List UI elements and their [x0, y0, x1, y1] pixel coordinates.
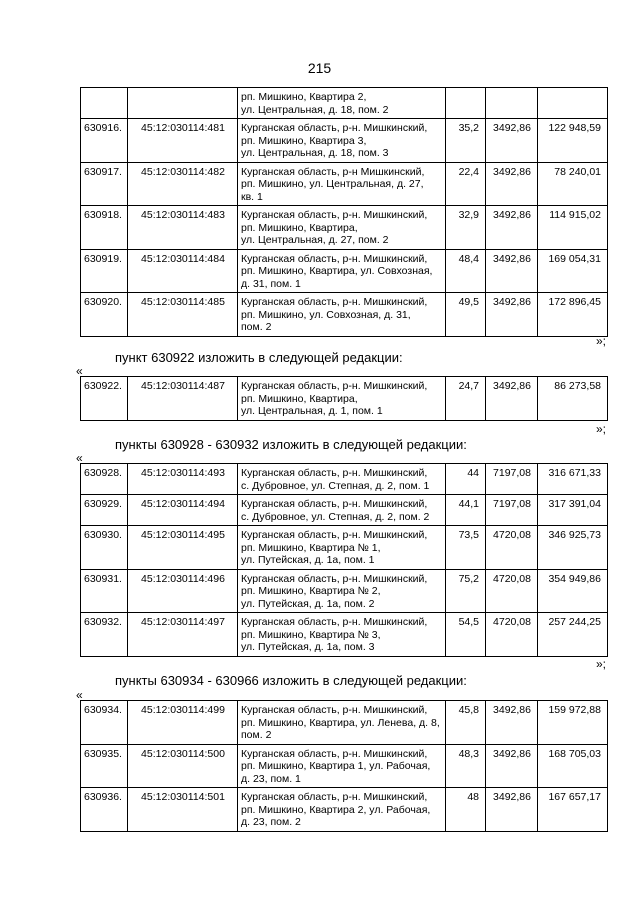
address-line: ул. Центральная, д. 18, пом. 3: [241, 147, 389, 159]
cadastral-cell: 45:12:030114:501: [128, 788, 238, 832]
price-cell: [486, 88, 538, 119]
num-cell: 630928.: [81, 464, 128, 495]
table-row: [81, 206, 608, 250]
address-line: ул. Центральная, д. 1, пом. 1: [241, 405, 383, 417]
address-line: Курганская область, р-н. Мишкинский,: [241, 252, 428, 265]
price-cell: 3492,86: [486, 377, 538, 421]
price-cell: 3492,86: [486, 206, 538, 250]
area-cell: 22,4: [446, 162, 486, 206]
table-row: [81, 744, 608, 788]
address-line: рп. Мишкино, Квартира, ул. Совхозная,: [241, 265, 433, 277]
price-cell: 3492,86: [486, 788, 538, 832]
registry-table-3: [80, 463, 608, 657]
address-line: рп. Мишкино, Квартира 2, ул. Рабочая,: [241, 803, 431, 816]
address-line: Курганская область, р-н. Мишкинский,: [241, 791, 428, 803]
address-cell: [238, 701, 446, 745]
address-line: д. 31, пом. 1: [241, 277, 301, 290]
address-cell: [238, 788, 446, 832]
address-cell: [238, 206, 446, 250]
num-cell: 630930.: [81, 526, 128, 570]
cost-cell: [538, 88, 608, 119]
table-row: [81, 162, 608, 206]
cadastral-cell: 45:12:030114:483: [128, 206, 238, 250]
num-cell: 630932.: [81, 613, 128, 657]
cadastral-cell: 45:12:030114:493: [128, 464, 238, 495]
area-cell: 73,5: [446, 526, 486, 570]
address-line: Курганская область, р-н. Мишкинский,: [241, 209, 428, 221]
num-cell: 630919.: [81, 249, 128, 293]
address-line: ул. Путейская, д. 1а, пом. 1: [241, 554, 375, 566]
area-cell: 44: [446, 464, 486, 495]
address-line: рп. Мишкино, Квартира № 1,: [241, 541, 381, 554]
cost-cell: 317 391,04: [538, 495, 608, 526]
registry-table-2: [80, 376, 608, 421]
address-cell: [238, 119, 446, 163]
cost-cell: 86 273,58: [538, 377, 608, 421]
address-line: рп. Мишкино, Квартира № 2,: [241, 585, 381, 597]
address-line: ул. Путейская, д. 1а, пом. 3: [241, 641, 375, 653]
price-cell: 7197,08: [486, 495, 538, 526]
num-cell: 630916.: [81, 119, 128, 163]
num-cell: 630918.: [81, 206, 128, 250]
cost-cell: 316 671,33: [538, 464, 608, 495]
address-line: Курганская область, р-н. Мишкинский,: [241, 572, 428, 585]
num-cell: [81, 88, 128, 119]
price-cell: 3492,86: [486, 119, 538, 163]
address-line: д. 23, пом. 1: [241, 772, 301, 785]
area-cell: 54,5: [446, 613, 486, 657]
num-cell: 630935.: [81, 744, 128, 788]
address-line: ул. Путейская, д. 1а, пом. 2: [241, 597, 375, 610]
cadastral-cell: 45:12:030114:494: [128, 495, 238, 526]
address-line: Курганская область, р-н. Мишкинский,: [241, 704, 428, 716]
cadastral-cell: 45:12:030114:495: [128, 526, 238, 570]
cost-cell: 172 896,45: [538, 293, 608, 337]
address-cell: [238, 464, 446, 495]
address-line: рп. Мишкино, Квартира,: [241, 392, 358, 405]
address-line: рп. Мишкино, ул. Совхозная, д. 31,: [241, 308, 411, 321]
address-cell: [238, 249, 446, 293]
price-cell: 4720,08: [486, 569, 538, 613]
price-cell: 4720,08: [486, 613, 538, 657]
address-line: рп. Мишкино, Квартира № 3,: [241, 628, 381, 641]
address-line: Курганская область, р-н. Мишкинский,: [241, 467, 428, 479]
address-line: рп. Мишкино, Квартира,: [241, 221, 358, 234]
price-cell: 3492,86: [486, 701, 538, 745]
table-row: [81, 377, 608, 421]
table-row: [81, 293, 608, 337]
closing-quote: »;: [595, 657, 606, 671]
cadastral-cell: 45:12:030114:500: [128, 744, 238, 788]
area-cell: [446, 88, 486, 119]
area-cell: 49,5: [446, 293, 486, 337]
address-cell: [238, 377, 446, 421]
address-line: рп. Мишкино, Квартира, ул. Ленева, д. 8,: [241, 716, 440, 729]
opening-quote: «: [76, 688, 83, 702]
table-row: [81, 119, 608, 163]
address-cell: [238, 744, 446, 788]
address-line: Курганская область, р-н. Мишкинский,: [241, 122, 428, 134]
closing-quote: »;: [595, 422, 606, 436]
table-row: [81, 526, 608, 570]
registry-table-4: [80, 700, 608, 832]
address-line: Курганская область, р-н. Мишкинский,: [241, 380, 428, 392]
area-cell: 48,3: [446, 744, 486, 788]
cost-cell: 159 972,88: [538, 701, 608, 745]
table-row: [81, 464, 608, 495]
address-line: с. Дубровное, ул. Степная, д. 2, пом. 1: [241, 479, 430, 492]
closing-quote: »;: [595, 334, 606, 348]
address-cell: [238, 162, 446, 206]
cadastral-cell: 45:12:030114:497: [128, 613, 238, 657]
address-cell: [238, 569, 446, 613]
cost-cell: 257 244,25: [538, 613, 608, 657]
address-cell: [238, 613, 446, 657]
opening-quote: «: [76, 451, 83, 465]
address-line: Курганская область, р-н. Мишкинский,: [241, 747, 428, 760]
price-cell: 3492,86: [486, 249, 538, 293]
num-cell: 630917.: [81, 162, 128, 206]
paragraph-630934-630966: пункты 630934 - 630966 изложить в следующей редакции:: [115, 673, 467, 688]
cost-cell: 78 240,01: [538, 162, 608, 206]
cost-cell: 168 705,03: [538, 744, 608, 788]
table-row: [81, 88, 608, 119]
cadastral-cell: 45:12:030114:487: [128, 377, 238, 421]
cadastral-cell: 45:12:030114:484: [128, 249, 238, 293]
cadastral-cell: 45:12:030114:481: [128, 119, 238, 163]
address-line: рп. Мишкино, Квартира 3,: [241, 134, 367, 147]
num-cell: 630920.: [81, 293, 128, 337]
address-line: с. Дубровное, ул. Степная, д. 2, пом. 2: [241, 510, 430, 523]
cost-cell: 122 948,59: [538, 119, 608, 163]
address-line: рп. Мишкино, ул. Центральная, д. 27,: [241, 178, 424, 190]
address-line: пом. 2: [241, 321, 272, 333]
address-line: д. 23, пом. 2: [241, 816, 301, 828]
cost-cell: 169 054,31: [538, 249, 608, 293]
cadastral-cell: [128, 88, 238, 119]
registry-table-1: [80, 87, 608, 337]
table-row: [81, 701, 608, 745]
num-cell: 630931.: [81, 569, 128, 613]
cadastral-cell: 45:12:030114:482: [128, 162, 238, 206]
cost-cell: 167 657,17: [538, 788, 608, 832]
address-line: кв. 1: [241, 190, 263, 203]
area-cell: 48: [446, 788, 486, 832]
cadastral-cell: 45:12:030114:499: [128, 701, 238, 745]
area-cell: 48,4: [446, 249, 486, 293]
area-cell: 45,8: [446, 701, 486, 745]
num-cell: 630922.: [81, 377, 128, 421]
cost-cell: 346 925,73: [538, 526, 608, 570]
num-cell: 630936.: [81, 788, 128, 832]
price-cell: 3492,86: [486, 293, 538, 337]
area-cell: 32,9: [446, 206, 486, 250]
opening-quote: «: [76, 364, 83, 378]
num-cell: 630929.: [81, 495, 128, 526]
address-line: ул. Центральная, д. 18, пом. 2: [241, 103, 389, 116]
address-line: рп. Мишкино, Квартира 1, ул. Рабочая,: [241, 760, 431, 772]
address-line: Курганская область, р-н. Мишкинский,: [241, 296, 428, 308]
price-cell: 7197,08: [486, 464, 538, 495]
cost-cell: 114 915,02: [538, 206, 608, 250]
address-line: рп. Мишкино, Квартира 2,: [241, 91, 367, 103]
area-cell: 24,7: [446, 377, 486, 421]
address-cell: [238, 495, 446, 526]
address-line: Курганская область, р-н Мишкинский,: [241, 165, 425, 178]
table-row: [81, 569, 608, 613]
address-cell: [238, 526, 446, 570]
cadastral-cell: 45:12:030114:496: [128, 569, 238, 613]
address-line: Курганская область, р-н. Мишкинский,: [241, 529, 428, 541]
area-cell: 35,2: [446, 119, 486, 163]
address-cell: [238, 88, 446, 119]
page-number: 215: [307, 60, 332, 76]
address-cell: [238, 293, 446, 337]
cadastral-cell: 45:12:030114:485: [128, 293, 238, 337]
address-line: ул. Центральная, д. 27, пом. 2: [241, 234, 389, 246]
paragraph-630928-630932: пункты 630928 - 630932 изложить в следующей редакции:: [115, 437, 467, 452]
cost-cell: 354 949,86: [538, 569, 608, 613]
price-cell: 4720,08: [486, 526, 538, 570]
table-row: [81, 495, 608, 526]
num-cell: 630934.: [81, 701, 128, 745]
area-cell: 44,1: [446, 495, 486, 526]
area-cell: 75,2: [446, 569, 486, 613]
price-cell: 3492,86: [486, 162, 538, 206]
paragraph-630922: пункт 630922 изложить в следующей редакции:: [115, 350, 403, 365]
address-line: Курганская область, р-н. Мишкинский,: [241, 498, 428, 510]
table-row: [81, 249, 608, 293]
table-row: [81, 613, 608, 657]
address-line: пом. 2: [241, 729, 272, 741]
address-line: Курганская область, р-н. Мишкинский,: [241, 616, 428, 628]
price-cell: 3492,86: [486, 744, 538, 788]
table-row: [81, 788, 608, 832]
